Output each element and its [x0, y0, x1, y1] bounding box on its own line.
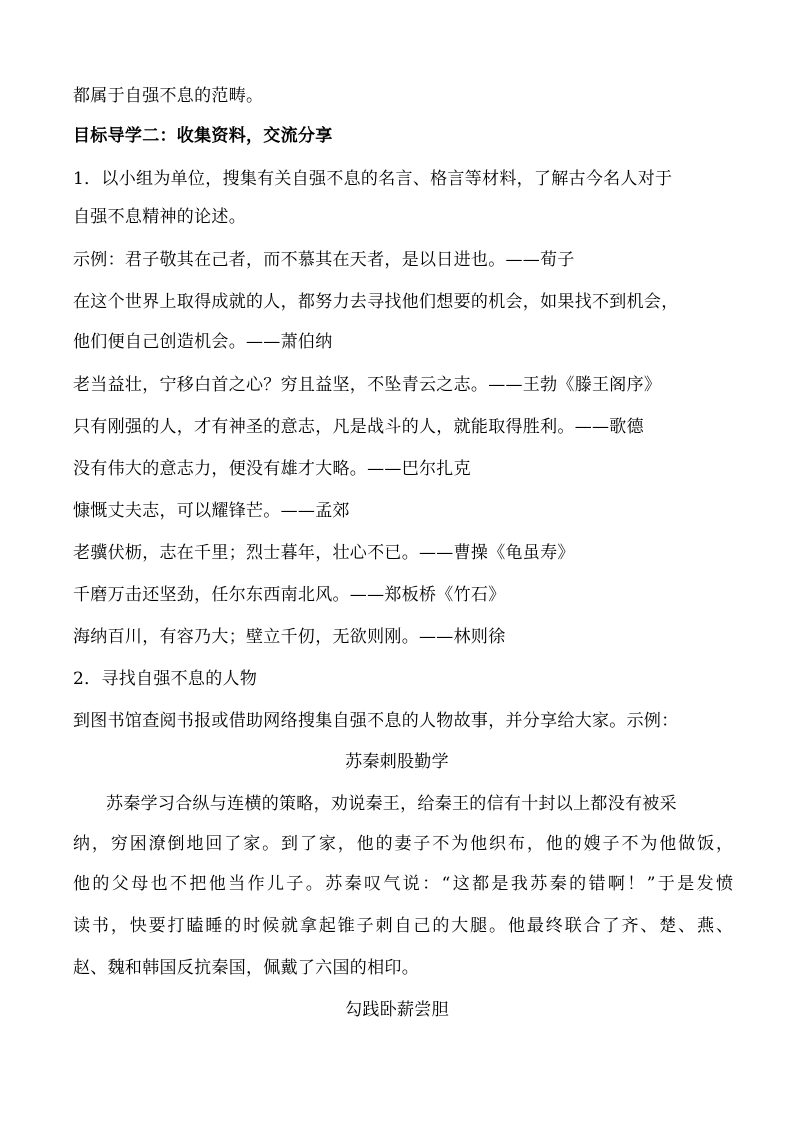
quote-line: 示例：君子敬其在己者，而不慕其在天者，是以日进也。——荀子 — [73, 250, 575, 270]
quote-line: 老当益壮，宁移白首之心？穷且益坚，不坠青云之志。——王勃《滕王阁序》 — [73, 375, 662, 395]
story-paragraph-line: 苏秦学习合纵与连横的策略，劝说秦王，给秦王的信有十封以上都没有被采 — [106, 794, 677, 814]
item1-line1: 1．以小组为单位，搜集有关自强不息的名言、格言等材料，了解古今名人对于 — [73, 169, 673, 189]
quote-line: 老骥伏枥，志在千里；烈士暮年，壮心不已。——曹操《龟虽寿》 — [73, 543, 575, 563]
story-title: 苏秦刺股勤学 — [345, 752, 449, 772]
story-title: 勾践卧薪尝胆 — [345, 1000, 449, 1020]
quote-line: 在这个世界上取得成就的人，都努力去寻找他们想要的机会，如果找不到机会， — [73, 292, 679, 312]
item2-heading: 2．寻找自强不息的人物 — [73, 669, 258, 689]
quote-line: 只有刚强的人，才有神圣的意志，凡是战斗的人，就能取得胜利。——歌德 — [73, 417, 644, 437]
intro-tail-text: 都属于自强不息的范畴。 — [73, 86, 264, 106]
story-paragraph-line: 纳，穷困潦倒地回了家。到了家，他的妻子不为他织布，他的嫂子不为他做饭， — [73, 834, 733, 854]
quote-line: 没有伟大的意志力，便没有雄才大略。——巴尔扎克 — [73, 459, 471, 479]
item2-description: 到图书馆查阅书报或借助网络搜集自强不息的人物故事，并分享给大家。示例： — [73, 711, 679, 731]
quote-line: 慷慨丈夫志，可以耀锋芒。——孟郊 — [73, 501, 350, 521]
section-heading: 目标导学二：收集资料，交流分享 — [73, 126, 333, 146]
story-paragraph-line: 读书，快要打瞌睡的时候就拿起锥子刺自己的大腿。他最终联合了齐、楚、燕、 — [73, 916, 733, 936]
item1-line2: 自强不息精神的论述。 — [73, 207, 246, 227]
story-paragraph-line: 他的父母也不把他当作儿子。苏秦叹气说：“这都是我苏秦的错啊！”于是发愤 — [73, 874, 733, 894]
quote-line: 千磨万击还坚劲，任尔东西南北风。——郑板桥《竹石》 — [73, 585, 506, 605]
story-paragraph-line: 赵、魏和韩国反抗秦国，佩戴了六国的相印。 — [73, 958, 419, 978]
quote-line: 他们便自己创造机会。——萧伯纳 — [73, 332, 333, 352]
quote-line: 海纳百川，有容乃大；壁立千仞，无欲则刚。——林则徐 — [73, 627, 506, 647]
